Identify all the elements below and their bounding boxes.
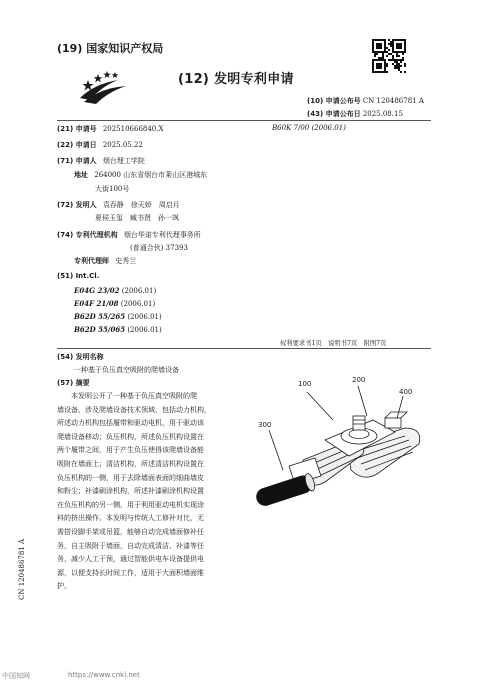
ipc-version: (2006.01)	[127, 326, 162, 334]
application-number-label: (21) 申请号	[57, 125, 97, 133]
applicant-label: (71) 申请人	[57, 157, 97, 165]
ipc-entry	[74, 299, 155, 308]
abstract-line: 所述动力机构包括履带和驱动电机，用于驱动该	[57, 419, 204, 428]
abstract-line: 料的挤出操作。本发明与传统人工修补对比，无	[57, 514, 204, 523]
abstract-label: (57) 摘要	[57, 379, 90, 387]
ipc-code: E04G 23/02	[74, 286, 120, 295]
inventors-row	[57, 200, 180, 210]
abstract-line: 源，以便支持长时间工作，适用于大面积墙面维	[57, 568, 204, 577]
inventors-label: (72) 发明人	[57, 201, 97, 209]
abstract-line: 和粉尘；补漆刷涂机构，所述补漆刷涂机构设置	[57, 487, 204, 496]
application-date: 2025.05.22	[102, 141, 143, 149]
ipc-code: B62D 55/065	[74, 325, 126, 334]
address-row	[74, 170, 207, 180]
application-number-row	[57, 124, 163, 134]
application-date-row	[57, 140, 143, 150]
office-logo	[80, 62, 130, 106]
figure-label-400: 400	[399, 388, 413, 396]
agent-name: 史秀兰	[115, 257, 137, 265]
publication-date-row	[307, 109, 403, 119]
abstract-line: 负压机构的一侧，用于去除墙面表面的细曲墙皮	[57, 473, 204, 482]
ipc-label: (51) Int.Cl.	[57, 272, 100, 280]
abstract-figure	[255, 378, 435, 528]
footer-site-name[interactable]: 中国知网	[2, 672, 30, 680]
publication-number: CN 120486781 A	[362, 97, 424, 105]
ipc-entry	[74, 325, 162, 334]
abstract-line: 务，减少人工干预，通过智能供电车设备提供电	[57, 555, 204, 564]
abstract-text	[57, 390, 257, 594]
figure-label-300: 300	[258, 421, 272, 429]
qr-code	[372, 39, 406, 73]
publication-number-row	[307, 96, 424, 106]
side-publication-number: CN 120486781 A	[18, 538, 26, 600]
abstract-line: 本发明公开了一种基于负压真空吸附的爬	[71, 392, 197, 400]
figure-label-100: 100	[298, 380, 312, 388]
address-line-1: 264000 山东省烟台市莱山区港城东	[94, 171, 208, 179]
abstract-line: 两个履带之间，用于产生负压使得该爬墙设备能	[57, 446, 204, 455]
agency-line-2: (普通合伙) 37393	[130, 244, 188, 252]
invention-title: 一种基于负压真空吸附的爬墙设备	[74, 366, 179, 374]
inventors-line-2: 夏侯玉玺 臧书贤 孙一飒	[95, 214, 179, 222]
ipc-code: E04F 21/08	[74, 299, 119, 308]
inventors-line-1: 袁吞静 徐天娇 周启月	[102, 201, 180, 209]
address-label: 地址	[74, 171, 88, 179]
agent-label: 专利代理师	[74, 257, 109, 265]
ipc-entry	[74, 286, 156, 295]
applicant-row	[57, 156, 145, 166]
wall-climbing-robot-figure	[255, 378, 435, 528]
document-type-title: (12) 发明专利申请	[178, 72, 294, 87]
abstract-line: 墙设备，涉及爬墙设备技术领域，包括动力机构，	[57, 405, 211, 414]
ipc-entry	[74, 312, 162, 321]
qr-module	[404, 71, 406, 73]
figure-label-200: 200	[352, 376, 366, 384]
abstract-line: 在负压机构的另一侧，用于利用驱动电机实现涂	[57, 500, 204, 509]
abstract-line: 务，自主吸附于墙面，自动完成清洁、补漆等任	[57, 541, 204, 550]
publication-number-label: (10) 申请公布号	[307, 97, 361, 105]
title-label: (54) 发明名称	[57, 353, 104, 361]
abstract-line: 需搭设脚手架或吊篮，能够自动完成墙面修补任	[57, 527, 204, 536]
address-line-2: 大街100号	[95, 185, 130, 193]
publication-date: 2025.08.15	[362, 110, 403, 118]
agent-row	[74, 256, 136, 266]
abstract-line: 吸附在墙面上；清洁机构，所述清洁机构设置在	[57, 459, 204, 468]
application-date-label: (22) 申请日	[57, 141, 97, 149]
ipc-version: (2006.01)	[121, 287, 157, 295]
ipc-main-class: B60K 7/00 (2006.01)	[272, 124, 346, 132]
agency-row	[57, 230, 201, 240]
publication-date-label: (43) 申请公布日	[307, 110, 361, 118]
footer-url-link[interactable]: https://www.cnki.net	[68, 671, 140, 679]
patent-office-name: (19) 国家知识产权局	[57, 42, 164, 55]
ipc-version: (2006.01)	[120, 300, 156, 308]
abstract-line: 护。	[57, 582, 71, 591]
biblio-divider	[57, 348, 431, 349]
header-divider	[57, 120, 431, 121]
abstract-line: 爬墙设备移动；负压机构，所述负压机构设置在	[57, 432, 204, 441]
agency-line-1: 烟台华诺专利代理事务所	[123, 231, 201, 239]
ipc-code: B62D 55/265	[74, 312, 126, 321]
ipc-version: (2006.01)	[127, 313, 162, 321]
application-number: 202510666840.X	[102, 125, 164, 133]
pages-summary: 权利要求书1页 说明书7页 附图7页	[280, 340, 387, 347]
agency-label: (74) 专利代理机构	[57, 231, 118, 239]
applicant-name: 烟台理工学院	[102, 157, 145, 165]
office-logo-icon	[80, 62, 130, 106]
